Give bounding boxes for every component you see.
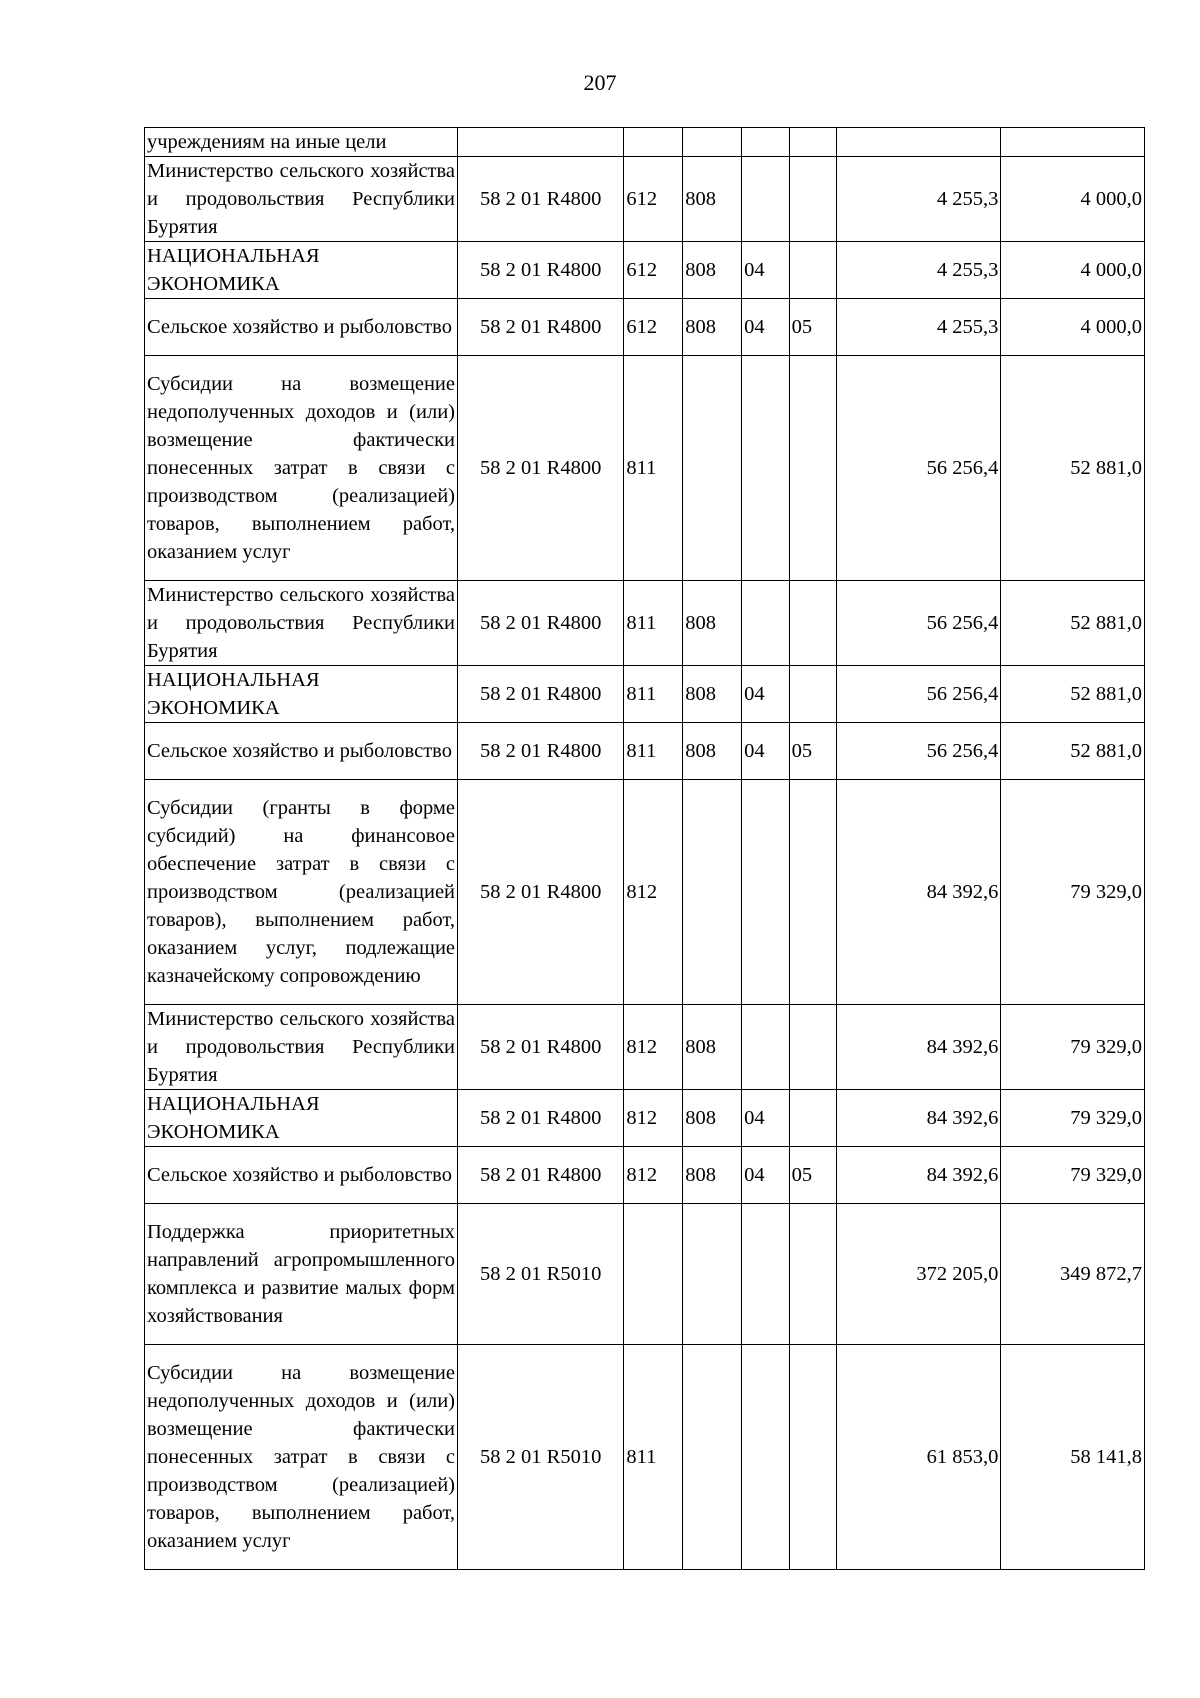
target-article-cell: 58 2 01 R4800 [458,242,624,299]
subsection-cell: 05 [789,299,837,356]
amount-second-cell: 4 000,0 [1001,242,1145,299]
amount-second-cell: 79 329,0 [1001,1147,1145,1204]
amount-second-cell: 52 881,0 [1001,581,1145,666]
table-row [145,666,1145,723]
table-row [145,356,1145,581]
subsection-cell: 05 [789,1147,837,1204]
item-name-cell: Министерство сельского хозяйства и продовольствия Республики Бурятия [145,581,458,666]
table-row [145,1345,1145,1570]
section-cell [742,1345,790,1570]
subsection-cell [789,1204,837,1345]
table-row [145,780,1145,1005]
amount-second-cell: 79 329,0 [1001,1090,1145,1147]
subsection-cell [789,157,837,242]
section-cell: 04 [742,1090,790,1147]
administrator-code-cell [683,1345,742,1570]
page-number: 207 [583,70,617,95]
administrator-code-cell: 808 [683,1147,742,1204]
target-article-cell: 58 2 01 R4800 [458,157,624,242]
table-row [145,128,1145,157]
item-name-cell: учреждениям на иные цели [145,128,458,157]
item-name-cell: Сельское хозяйство и рыболовство [145,1147,458,1204]
section-cell [742,1005,790,1090]
item-name-cell: Субсидии на возмещение недополученных доходов и (или) возмещение фактически понесенных затрат в связи с производством (реализацией) товаров, выполнением работ, оказанием услуг [145,356,458,581]
target-article-cell: 58 2 01 R4800 [458,356,624,581]
amount-second-cell: 349 872,7 [1001,1204,1145,1345]
subsection-cell [789,128,837,157]
amount-first-cell: 56 256,4 [837,666,1001,723]
subsection-cell [789,1345,837,1570]
section-cell: 04 [742,723,790,780]
expense-type-cell: 811 [624,356,683,581]
amount-second-cell: 4 000,0 [1001,299,1145,356]
amount-first-cell [837,128,1001,157]
section-cell: 04 [742,666,790,723]
section-cell [742,1204,790,1345]
administrator-code-cell [683,1204,742,1345]
administrator-code-cell: 808 [683,157,742,242]
amount-second-cell: 52 881,0 [1001,666,1145,723]
target-article-cell: 58 2 01 R5010 [458,1345,624,1570]
item-name-cell: Министерство сельского хозяйства и продовольствия Республики Бурятия [145,157,458,242]
section-cell: 04 [742,299,790,356]
table-row [145,1204,1145,1345]
item-name-cell: Министерство сельского хозяйства и продовольствия Республики Бурятия [145,1005,458,1090]
budget-table [144,127,1145,1570]
amount-first-cell: 56 256,4 [837,356,1001,581]
subsection-cell [789,1005,837,1090]
table-row [145,157,1145,242]
item-name-cell: Сельское хозяйство и рыболовство [145,299,458,356]
target-article-cell: 58 2 01 R4800 [458,780,624,1005]
amount-first-cell: 84 392,6 [837,1005,1001,1090]
target-article-cell: 58 2 01 R4800 [458,666,624,723]
expense-type-cell: 812 [624,1090,683,1147]
table-row [145,581,1145,666]
subsection-cell [789,666,837,723]
subsection-cell [789,780,837,1005]
amount-second-cell: 52 881,0 [1001,356,1145,581]
table-row [145,1005,1145,1090]
amount-first-cell: 56 256,4 [837,723,1001,780]
expense-type-cell: 612 [624,157,683,242]
administrator-code-cell: 808 [683,1090,742,1147]
subsection-cell [789,1090,837,1147]
expense-type-cell: 612 [624,299,683,356]
target-article-cell: 58 2 01 R4800 [458,723,624,780]
amount-second-cell: 79 329,0 [1001,1005,1145,1090]
target-article-cell: 58 2 01 R4800 [458,1090,624,1147]
expense-type-cell [624,128,683,157]
expense-type-cell: 812 [624,780,683,1005]
target-article-cell: 58 2 01 R4800 [458,581,624,666]
expense-type-cell: 812 [624,1147,683,1204]
target-article-cell: 58 2 01 R4800 [458,1147,624,1204]
expense-type-cell [624,1204,683,1345]
expense-type-cell: 612 [624,242,683,299]
amount-second-cell: 4 000,0 [1001,157,1145,242]
section-cell [742,780,790,1005]
section-cell [742,356,790,581]
table-body [145,128,1145,1570]
section-cell [742,128,790,157]
target-article-cell: 58 2 01 R5010 [458,1204,624,1345]
expense-type-cell: 811 [624,581,683,666]
administrator-code-cell: 808 [683,1005,742,1090]
amount-first-cell: 56 256,4 [837,581,1001,666]
item-name-cell: Поддержка приоритетных направлений агропромышленного комплекса и развитие малых форм хозяйствования [145,1204,458,1345]
subsection-cell [789,356,837,581]
administrator-code-cell [683,356,742,581]
item-name-cell: НАЦИОНАЛЬНАЯ ЭКОНОМИКА [145,242,458,299]
table-row [145,1090,1145,1147]
amount-first-cell: 4 255,3 [837,242,1001,299]
amount-first-cell: 61 853,0 [837,1345,1001,1570]
administrator-code-cell: 808 [683,581,742,666]
amount-second-cell: 58 141,8 [1001,1345,1145,1570]
subsection-cell [789,242,837,299]
section-cell: 04 [742,1147,790,1204]
item-name-cell: НАЦИОНАЛЬНАЯ ЭКОНОМИКА [145,1090,458,1147]
target-article-cell: 58 2 01 R4800 [458,299,624,356]
item-name-cell: Субсидии (гранты в форме субсидий) на финансовое обеспечение затрат в связи с производством (реализацией товаров), выполнением работ, оказанием услуг, подлежащие казначейскому сопровождению [145,780,458,1005]
table-row [145,723,1145,780]
table-row [145,299,1145,356]
target-article-cell: 58 2 01 R4800 [458,1005,624,1090]
administrator-code-cell [683,780,742,1005]
amount-first-cell: 84 392,6 [837,1147,1001,1204]
amount-first-cell: 84 392,6 [837,780,1001,1005]
amount-first-cell: 4 255,3 [837,157,1001,242]
section-cell: 04 [742,242,790,299]
item-name-cell: Сельское хозяйство и рыболовство [145,723,458,780]
amount-first-cell: 372 205,0 [837,1204,1001,1345]
section-cell [742,157,790,242]
expense-type-cell: 811 [624,723,683,780]
administrator-code-cell: 808 [683,666,742,723]
amount-second-cell: 52 881,0 [1001,723,1145,780]
amount-second-cell [1001,128,1145,157]
item-name-cell: НАЦИОНАЛЬНАЯ ЭКОНОМИКА [145,666,458,723]
expense-type-cell: 811 [624,666,683,723]
subsection-cell: 05 [789,723,837,780]
administrator-code-cell: 808 [683,723,742,780]
subsection-cell [789,581,837,666]
table-row [145,1147,1145,1204]
amount-first-cell: 84 392,6 [837,1090,1001,1147]
table-row [145,242,1145,299]
target-article-cell [458,128,624,157]
administrator-code-cell: 808 [683,299,742,356]
section-cell [742,581,790,666]
amount-second-cell: 79 329,0 [1001,780,1145,1005]
item-name-cell: Субсидии на возмещение недополученных доходов и (или) возмещение фактически понесенных затрат в связи с производством (реализацией) товаров, выполнением работ, оказанием услуг [145,1345,458,1570]
expense-type-cell: 812 [624,1005,683,1090]
amount-first-cell: 4 255,3 [837,299,1001,356]
administrator-code-cell [683,128,742,157]
administrator-code-cell: 808 [683,242,742,299]
expense-type-cell: 811 [624,1345,683,1570]
